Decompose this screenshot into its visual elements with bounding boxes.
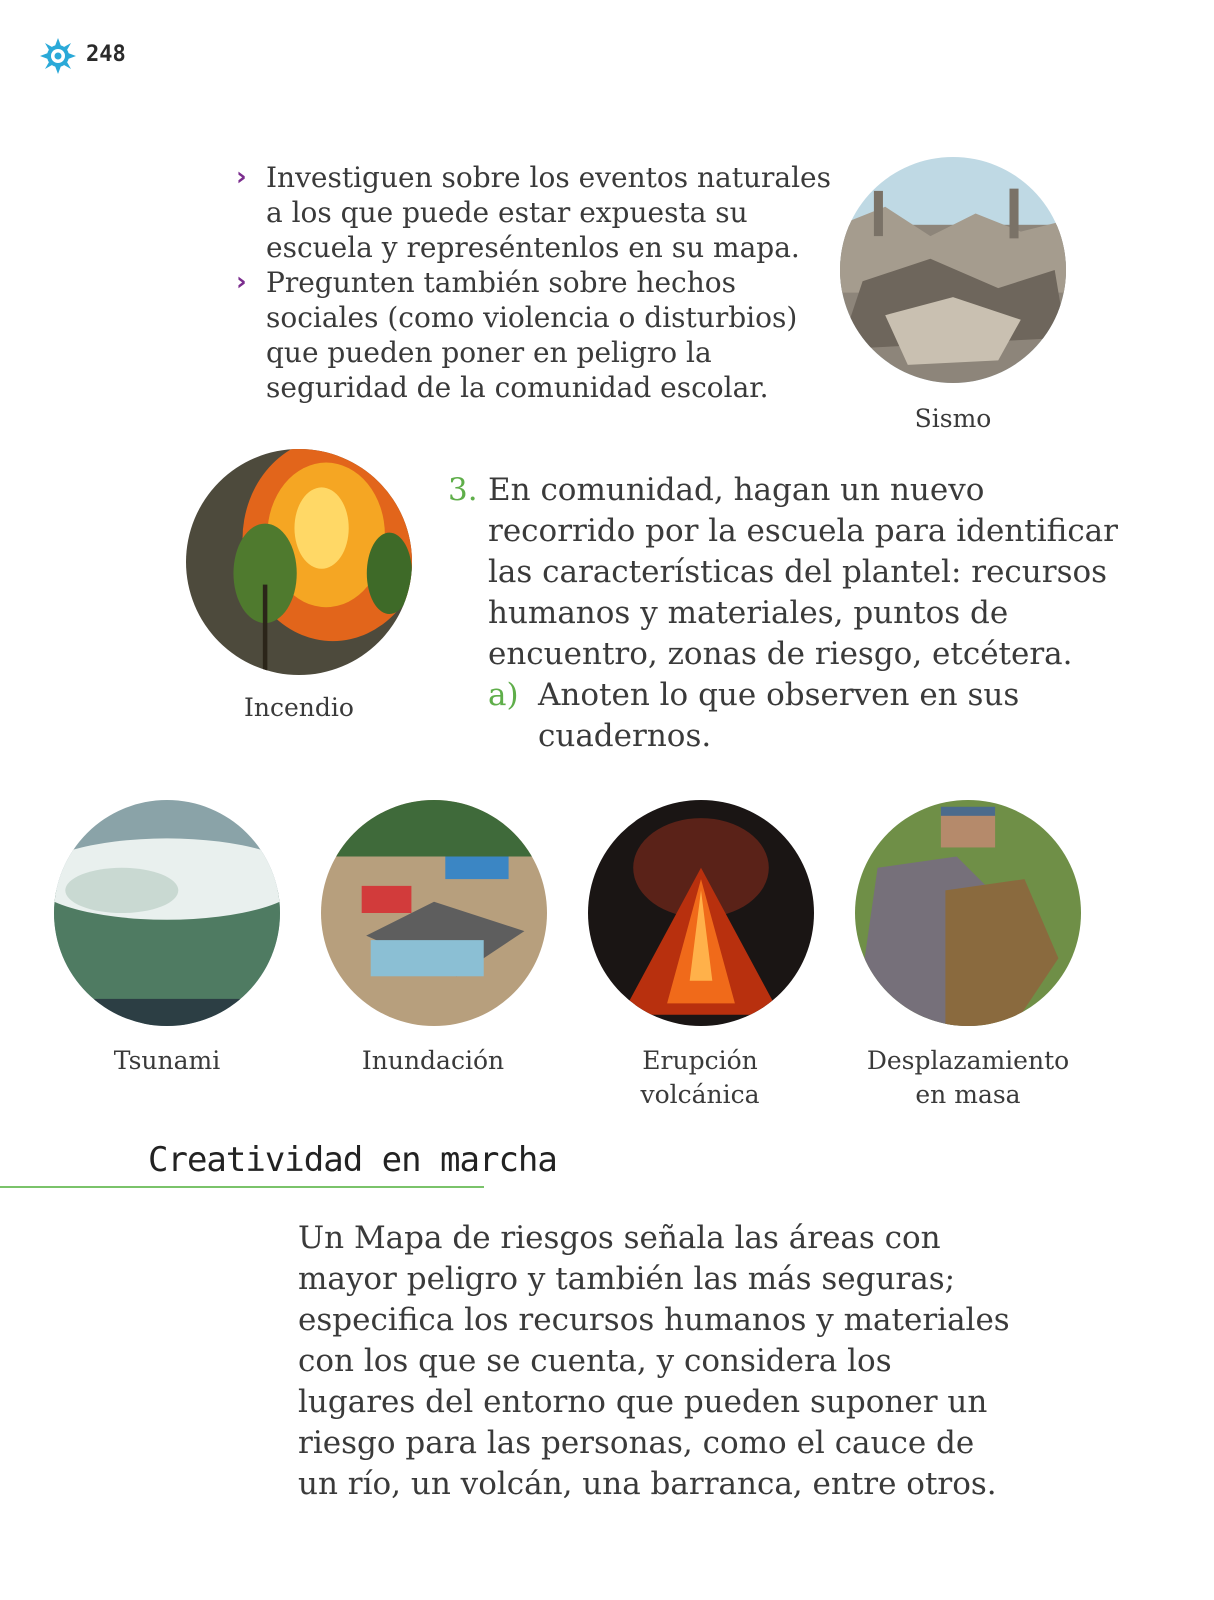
sun-emblem-icon (40, 38, 76, 74)
bullet-marker: › (236, 162, 247, 192)
caption-desplazamiento-line2: en masa (915, 1080, 1021, 1109)
activity-text: En comunidad, hagan un nuevo recorrido por la escuela para identificar las características del plantel: recursos humanos y materiales, puntos de encuentro, zonas de riesgo, etcétera. (488, 472, 1118, 672)
caption-incendio: Incendio (244, 693, 354, 722)
tsunami-photo (54, 800, 280, 1026)
caption-desplazamiento (858, 1044, 1078, 1112)
bullet-text: Investiguen sobre los eventos naturales a los que puede estar expuesta su escuela y represéntenlos en su mapa. (266, 161, 831, 264)
landslide-photo (855, 800, 1081, 1026)
wildfire-photo (186, 449, 412, 675)
section-body: Un Mapa de riesgos señala las áreas con mayor peligro y también las más seguras; especifica los recursos humanos y materiales con los que se cuenta, y considera los lugares del entorno que pueden suponer un riesgo para las personas, como el cauce de un río, un volcán, una barranca, entre otros. (298, 1220, 1010, 1502)
activity-number: 3. (448, 472, 478, 508)
caption-sismo: Sismo (914, 404, 992, 433)
subitem-label: a) (488, 677, 519, 713)
list-item (236, 265, 836, 405)
bullet-text: Pregunten también sobre hechos sociales (como violencia o disturbios) que pueden poner en peligro la seguridad de la comunidad escolar. (266, 266, 798, 404)
caption-desplazamiento-line1: Desplazamiento (866, 1046, 1070, 1075)
caption-tsunami: Tsunami (113, 1046, 221, 1075)
flood-photo (321, 800, 547, 1026)
earthquake-photo (840, 157, 1066, 383)
activity-3 (448, 470, 1128, 757)
volcano-eruption-photo (588, 800, 814, 1026)
activity-subitem (488, 675, 1128, 757)
caption-erupcion (615, 1044, 785, 1112)
bullet-list (236, 160, 836, 405)
caption-erupcion-line2: volcánica (640, 1080, 760, 1109)
caption-erupcion-line1: Erupción (642, 1046, 758, 1075)
caption-inundacion: Inundación (361, 1046, 505, 1075)
subitem-text: Anoten lo que observen en sus cuadernos. (538, 677, 1020, 754)
list-item (236, 160, 836, 265)
section-title: Creatividad en marcha (148, 1140, 557, 1180)
section-divider (0, 1186, 484, 1188)
bullet-marker: › (236, 267, 247, 297)
page-number: 248 (86, 42, 126, 67)
